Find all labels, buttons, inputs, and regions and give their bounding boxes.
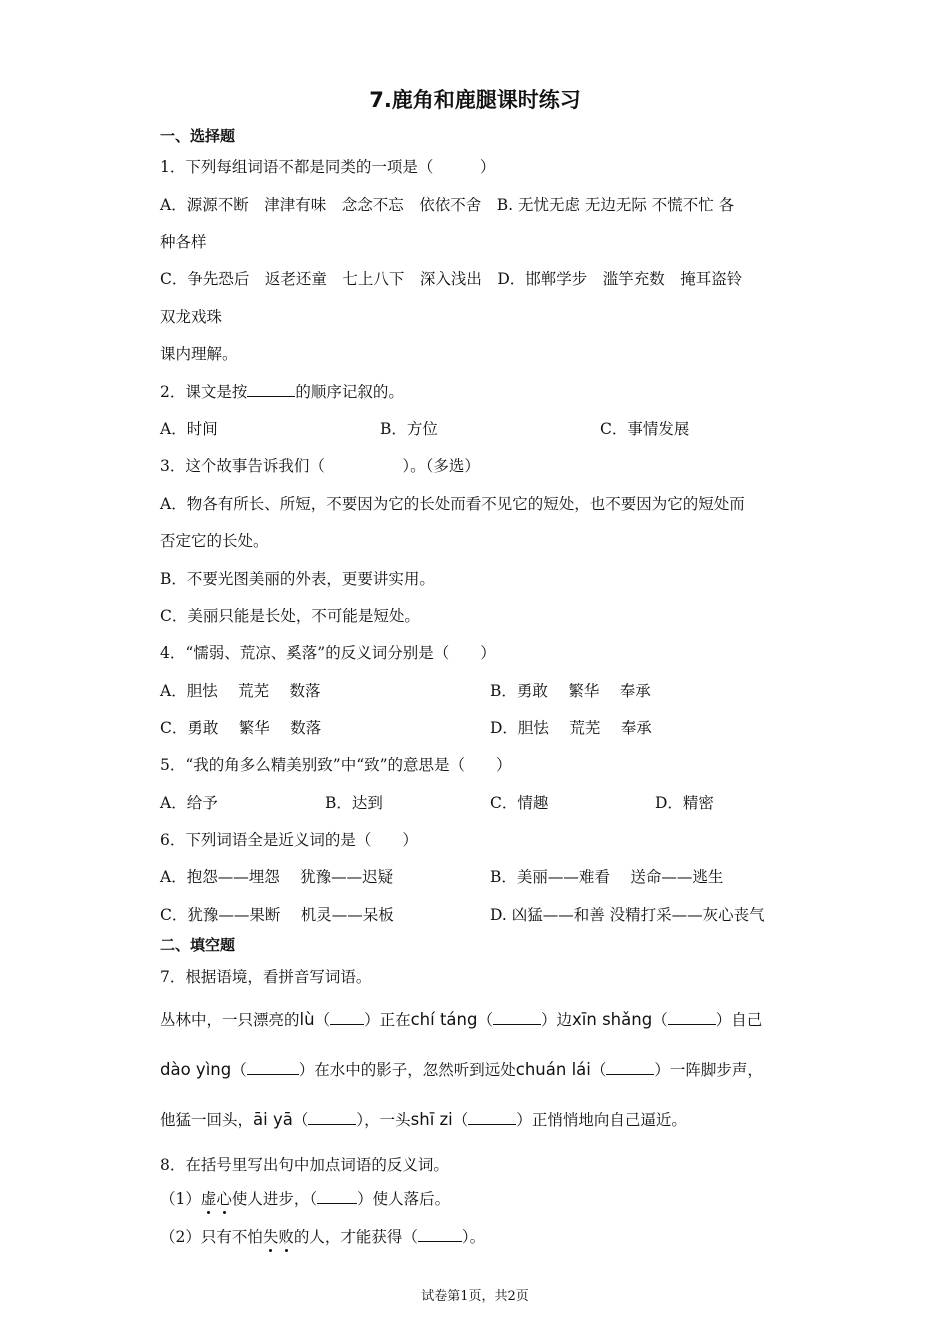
q6-option-b[interactable]: B．美丽——难看 送命——逃生 [490, 868, 724, 886]
right-paren: ） [516, 1111, 532, 1129]
q8-blank-2[interactable] [418, 1227, 462, 1242]
q2-stem-end: 的顺序记叙的。 [295, 383, 404, 401]
dotted-text [201, 1190, 232, 1208]
q1-options-ab: A．源源不断 津津有味 念念不忘 依依不舍 B. 无忧无虑 无边无际 不慌不忙 各 [160, 196, 735, 214]
section-heading-choice: 一、选择题 [160, 127, 236, 145]
dotted-word [201, 1190, 232, 1208]
left-paren: （ [292, 1111, 309, 1129]
q1-stem: 1．下列每组词语不都是同类的一项是（ ） [160, 158, 496, 176]
left-paren: （ [477, 1011, 493, 1029]
dotted-char: 失 [262, 1228, 279, 1246]
q7-pinyin: lù [299, 1010, 315, 1029]
q7-pinyin: chuán lái [515, 1060, 591, 1079]
q8-blank-1[interactable] [317, 1189, 357, 1204]
q8-text: ）使人落后。 [357, 1190, 451, 1208]
q7-blank-6[interactable] [308, 1110, 356, 1125]
q2-option-b[interactable]: B．方位 [380, 420, 438, 438]
q7-pinyin: dào yìng [160, 1060, 232, 1079]
page-title: 7.鹿角和鹿腿课时练习 [369, 88, 581, 112]
dotted-char: 败 [278, 1228, 294, 1246]
q8-text: 的人，才能获得（ [293, 1228, 418, 1246]
q7-pinyin: shī zi [410, 1110, 453, 1129]
q7-blank-3[interactable] [668, 1010, 716, 1025]
q7-pinyin: āi yā [253, 1110, 293, 1129]
q1-note: 课内理解。 [160, 345, 238, 363]
q7-text: 一阵脚步声， [669, 1061, 763, 1079]
right-paren: ） [356, 1111, 365, 1129]
q7-text: 在水中的影子，忽然听到远处 [314, 1061, 516, 1079]
q3-option-a[interactable]: A．物各有所长、所短，不要因为它的长处而看不见它的短处，也不要因为它的短处而 [160, 495, 745, 513]
q2-stem [160, 380, 404, 402]
dotted-char: 虚 [200, 1190, 217, 1208]
q7-pinyin: chí táng [410, 1010, 478, 1029]
dotted-text [263, 1228, 294, 1246]
q4-stem: 4．“懦弱、荒凉、奚落”的反义词分别是（ ） [160, 644, 496, 662]
q8-sentence-1 [160, 1187, 450, 1209]
dotted-char: 心 [216, 1190, 232, 1208]
q7-text: 丛林中，一只漂亮的 [160, 1011, 300, 1029]
q7-blank-2[interactable] [493, 1010, 541, 1025]
left-paren: （ [231, 1061, 247, 1079]
right-paren: ） [715, 1011, 732, 1029]
q8-label: （1） [160, 1190, 201, 1208]
page-footer: 试卷第1页，共2页 [421, 1289, 529, 1304]
q7-text: 正在 [379, 1011, 411, 1029]
q3-option-c[interactable]: C．美丽只能是长处，不可能是短处。 [160, 607, 420, 625]
right-paren: ） [541, 1011, 557, 1029]
q7-text: ，一头 [364, 1111, 411, 1129]
q8-text: 使人进步，（ [231, 1190, 318, 1208]
q8-sentence-2 [160, 1225, 485, 1247]
q3-option-a-wrap[interactable]: 否定它的长处。 [160, 532, 269, 550]
q5-option-d[interactable]: D．精密 [655, 794, 714, 812]
q2-answer-blank[interactable] [247, 382, 295, 397]
q7-text: 边 [556, 1011, 573, 1029]
q6-stem: 6．下列词语全是近义词的是（ ） [160, 831, 418, 849]
q4-option-b[interactable]: B．勇敢 繁华 奉承 [490, 682, 651, 700]
q3-stem: 3．这个故事告诉我们（ ）。（多选） [160, 457, 480, 475]
left-paren: （ [452, 1111, 469, 1129]
q8-text: ）。 [461, 1228, 486, 1246]
q4-option-c[interactable]: C．勇敢 繁华 数落 [160, 719, 322, 737]
right-paren: ） [654, 1061, 670, 1079]
q1-option-d-wrap: 双龙戏珠 [160, 308, 223, 326]
q7-line-3 [160, 1108, 687, 1130]
q1-option-b-wrap: 种各样 [160, 233, 207, 251]
q4-option-d[interactable]: D．胆怯 荒芜 奉承 [490, 719, 652, 737]
q7-text: 正悄悄地向自己逼近。 [531, 1111, 687, 1129]
q8-stem: 8．在括号里写出句中加点词语的反义词。 [160, 1156, 449, 1174]
dotted-word [263, 1228, 294, 1246]
q6-option-d[interactable]: D. 凶猛——和善 没精打采——灰心丧气 [490, 906, 765, 924]
q7-line-1 [160, 1008, 762, 1030]
section-heading-fill: 二、填空题 [160, 936, 236, 954]
left-paren: （ [652, 1011, 668, 1029]
q7-blank-4[interactable] [247, 1060, 299, 1075]
right-paren: ） [364, 1011, 380, 1029]
q2-option-a[interactable]: A．时间 [160, 420, 218, 438]
q4-option-a[interactable]: A．胆怯 荒芜 数落 [160, 682, 321, 700]
q7-blank-1[interactable] [330, 1010, 364, 1025]
right-paren: ） [298, 1061, 315, 1079]
q7-line-2 [160, 1058, 763, 1080]
q6-option-a[interactable]: A．抱怨——埋怨 犹豫——迟疑 [160, 868, 394, 886]
q7-blank-7[interactable] [468, 1110, 516, 1125]
q2-option-c[interactable]: C．事情发展 [600, 420, 690, 438]
q7-blank-5[interactable] [606, 1060, 654, 1075]
q7-text: 他猛一回头， [160, 1111, 254, 1129]
q5-stem: 5．“我的角多么精美别致”中“致”的意思是（ ） [160, 756, 512, 774]
q5-option-b[interactable]: B．达到 [325, 794, 383, 812]
q6-option-c[interactable]: C．犹豫——果断 机灵——呆板 [160, 906, 394, 924]
q2-stem-start: 2．课文是按 [160, 383, 248, 401]
left-paren: （ [590, 1061, 607, 1079]
q8-text: （2）只有不怕 [160, 1228, 263, 1246]
q7-text: 自己 [731, 1011, 763, 1029]
q5-option-a[interactable]: A．给予 [160, 794, 218, 812]
q3-option-b[interactable]: B．不要光图美丽的外表，更要讲实用。 [160, 570, 435, 588]
q7-pinyin: xīn shǎng [572, 1010, 653, 1029]
left-paren: （ [314, 1011, 331, 1029]
q7-stem: 7．根据语境，看拼音写词语。 [160, 968, 372, 986]
q1-options-cd: C．争先恐后 返老还童 七上八下 深入浅出 D．邯郸学步 滥竽充数 掩耳盗铃 [160, 270, 743, 288]
q5-option-c[interactable]: C．情趣 [490, 794, 549, 812]
